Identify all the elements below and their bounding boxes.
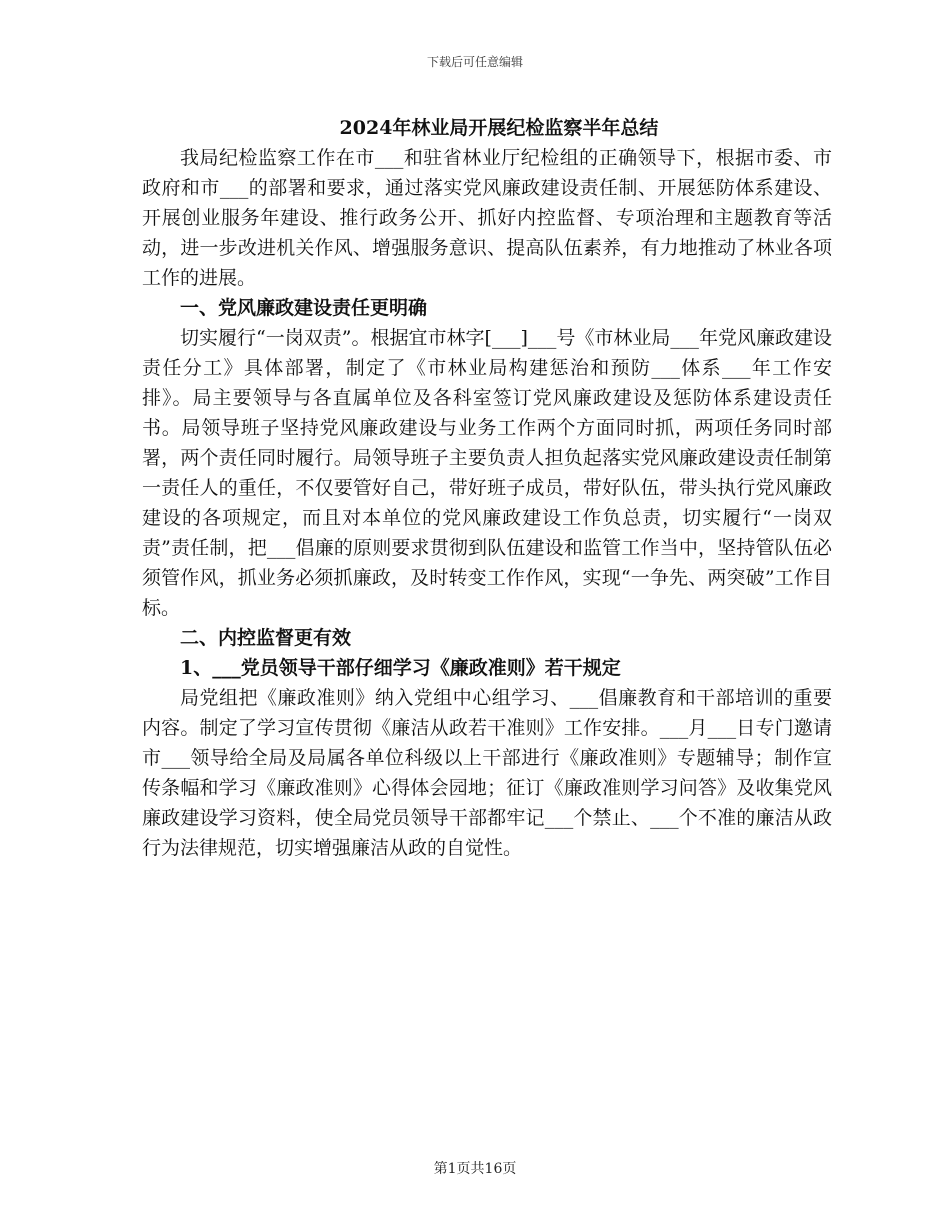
- document-title: 2024年林业局开展纪检监察半年总结: [339, 117, 659, 139]
- subsection-1-heading: 1、___党员领导干部仔细学习《廉政准则》若干规定: [180, 657, 621, 679]
- page-footer-page-number: 第1页共16页: [433, 1161, 517, 1177]
- document-body: [142, 113, 832, 863]
- section-1-paragraph: 切实履行“一岗双责”。根据宜市林字[___]___号《市林业局___年党风廉政建设责任分工》具体部署，制定了《市林业局构建惩治和预防___体系___年工作安排》。局主要领导与各直属单位及各科室签订党风廉政建设及惩防体系建设责任书。局领导班子坚持党风廉政建设与业务工作两个方面同时抓，两项任务同时部署，两个责任同时履行。局领导班子主要负责人担负起落实党风廉政建设责任制第一责任人的重任，不仅要管好自己，带好班子成员，带好队伍，带头执行党风廉政建设的各项规定，而且对本单位的党风廉政建设工作负总责，切实履行“一岗双责”责任制，把___倡廉的原则要求贯彻到队伍建设和监管工作当中，坚持管队伍必须管作风，抓业务必须抓廉政，及时转变工作作风，实现“一争先、两突破”工作目标。: [142, 327, 832, 619]
- subsection-1-paragraph: 局党组把《廉政准则》纳入党组中心组学习、___倡廉教育和干部培训的重要内容。制定了学习宣传贯彻《廉洁从政若干准则》工作安排。___月___日专门邀请市___领导给全局及局属各单位科级以上干部进行《廉政准则》专题辅导；制作宣传条幅和学习《廉政准则》心得体会园地；征订《廉政准则学习问答》及收集党风廉政建设学习资料，使全局党员领导干部都牢记___个禁止、___个不准的廉洁从政行为法律规范，切实增强廉洁从政的自觉性。: [142, 687, 832, 859]
- page-header-note: 下载后可任意编辑: [426, 55, 523, 69]
- intro-paragraph: 我局纪检监察工作在市___和驻省林业厅纪检组的正确领导下，根据市委、市政府和市___的部署和要求，通过落实党风廉政建设责任制、开展惩防体系建设、开展创业服务年建设、推行政务公开、抓好内控监督、专项治理和主题教育等活动，进一步改进机关作风、增强服务意识、提高队伍素养，有力地推动了林业各项工作的进展。: [142, 147, 832, 289]
- section-1-heading: 一、党风廉政建设责任更明确: [180, 297, 428, 319]
- section-2-heading: 二、内控监督更有效: [180, 627, 352, 649]
